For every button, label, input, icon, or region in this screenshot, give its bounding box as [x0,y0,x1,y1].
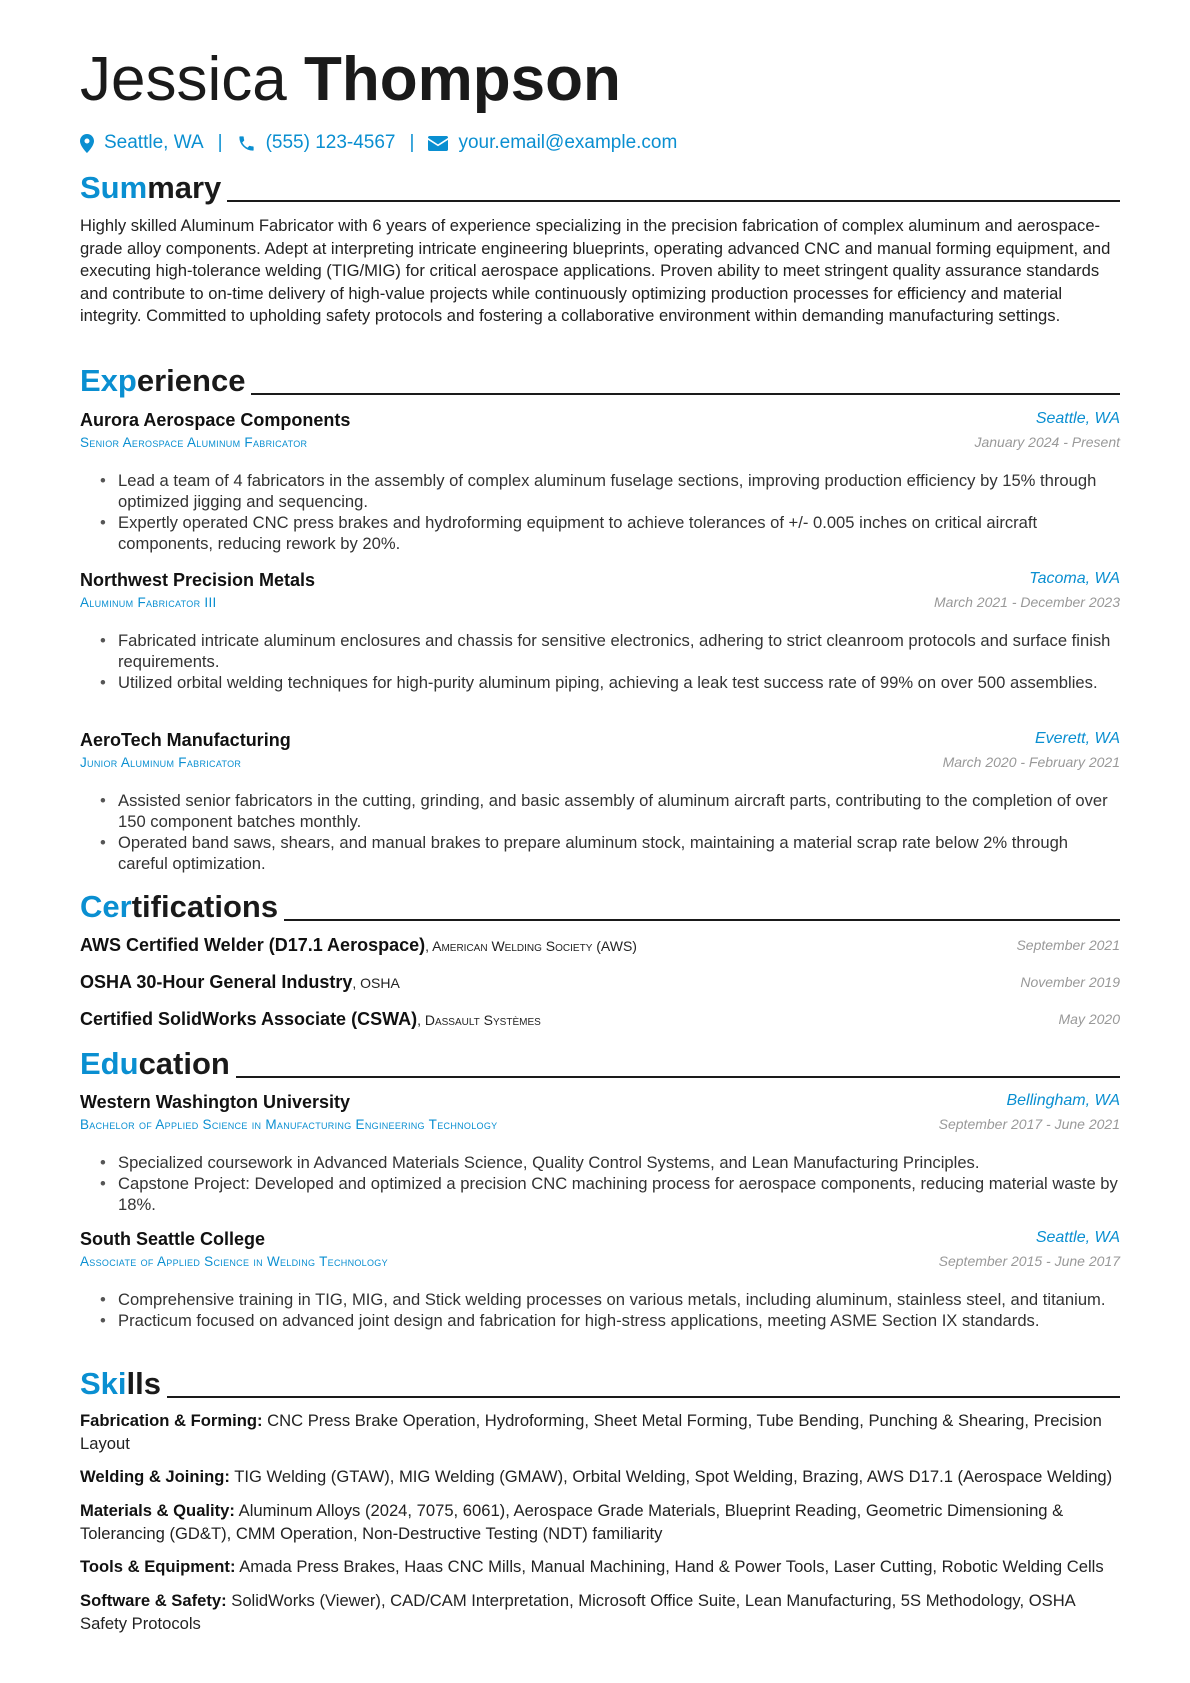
map-pin-icon [80,134,94,153]
certification-issuer: OSHA [360,975,400,991]
skill-row [80,1555,1120,1578]
skill-list: Aluminum Alloys (2024, 7075, 6061), Aerospace Grade Materials, Blueprint Reading, Geometric Dimensioning & Tolerancing (GD&T), CMM Operation, Non-Destructive Testing (NDT) familiarity [80,1501,1064,1543]
certification-1: AWS Certified Welder (D17.1 Aerospace), American Welding Society (AWS) September 2021 [80,935,1120,955]
education-bullets-2 [100,1289,1120,1331]
skill-row [80,1409,1120,1455]
school-name: Western Washington University [80,1092,351,1112]
summary-heading: Summary [80,170,1120,206]
experience-bullets-1 [100,470,1120,554]
certification-name: OSHA 30-Hour General Industry [80,972,353,992]
degree: Associate of Applied Science in Welding Technology [80,1254,388,1269]
contact-separator: | [217,132,223,153]
section-rule [167,1396,1120,1398]
company-name: Northwest Precision Metals [80,570,316,590]
certification-date: May 2020 [1058,1011,1120,1027]
bullet-item: • Assisted senior fabricators in the cutting, grinding, and basic assembly of aluminum aircraft parts, contributing to the completion of over 150 component batches monthly. [100,790,1120,832]
section-rule [251,393,1120,395]
skill-list: TIG Welding (GTAW), MIG Welding (GMAW), Orbital Welding, Spot Welding, Brazing, AWS D17.1 (Aerospace Welding) [234,1467,1113,1486]
job-location: Seattle, WA [1035,410,1120,427]
skill-list: SolidWorks (Viewer), CAD/CAM Interpretation, Microsoft Office Suite, Lean Manufacturing, 5S Methodology, OSHA Safety Protocols [80,1591,1075,1633]
degree: Bachelor of Applied Science in Manufacturing Engineering Technology [80,1117,498,1132]
certification-3: Certified SolidWorks Associate (CSWA), Dassault Systèmes May 2020 [80,1009,1120,1029]
education-entry-2 [80,1229,1120,1275]
certification-name: AWS Certified Welder (D17.1 Aerospace) [80,935,426,955]
bullet-item: • Lead a team of 4 fabricators in the assembly of complex aluminum fuselage sections, improving production efficiency by 15% through optimized jigging and sequencing. [100,470,1120,512]
contact-line [80,132,677,154]
skill-row [80,1589,1120,1635]
skill-row [80,1499,1120,1545]
bullet-item: • Operated band saws, shears, and manual brakes to prepare aluminum stock, maintaining a material scrap rate below 2% through careful optimization. [100,832,1120,874]
location-text: Seattle, WA [104,132,204,153]
bullet-item: • Utilized orbital welding techniques for high-purity aluminum piping, achieving a leak test success rate of 99% on over 500 assemblies. [100,672,1120,693]
skill-category: Materials & Quality: [80,1501,235,1520]
certification-name: Certified SolidWorks Associate (CSWA) [80,1009,418,1029]
email-text: your.email@example.com [458,132,678,153]
section-rule [236,1076,1120,1078]
bullet-item: • Comprehensive training in TIG, MIG, and Stick welding processes on various metals, including aluminum, stainless steel, and titanium. [100,1289,1120,1310]
bullet-item: • Specialized coursework in Advanced Materials Science, Quality Control Systems, and Lean Manufacturing Principles. [100,1152,1120,1173]
job-title: Aluminum Fabricator III [80,595,217,610]
skill-list: Amada Press Brakes, Haas CNC Mills, Manual Machining, Hand & Power Tools, Laser Cutting, Robotic Welding Cells [239,1557,1104,1576]
phone-text: (555) 123-4567 [265,132,396,153]
skill-category: Welding & Joining: [80,1467,230,1486]
school-location: Seattle, WA [1035,1229,1120,1246]
section-rule [227,200,1120,202]
section-rule [284,919,1120,921]
experience-heading: Experience [80,363,1120,399]
job-title: Junior Aluminum Fabricator [80,755,242,770]
education-heading: Education [80,1046,1120,1082]
bullet-item: • Fabricated intricate aluminum enclosures and chassis for sensitive electronics, adhering to strict cleanroom protocols and surface finish requirements. [100,630,1120,672]
phone-icon [237,134,256,153]
experience-bullets-3 [100,790,1120,874]
school-dates: September 2017 - June 2021 [938,1116,1120,1132]
skill-category: Software & Safety: [80,1591,227,1610]
job-location: Everett, WA [1034,730,1120,747]
contact-location [80,132,204,154]
contact-phone[interactable] [237,132,396,154]
job-dates: March 2020 - February 2021 [942,754,1120,770]
certification-date: November 2019 [1020,974,1120,990]
bullet-item: • Practicum focused on advanced joint design and fabrication for high-stress applications, meeting ASME Section IX standards. [100,1310,1120,1331]
bullet-item: • Expertly operated CNC press brakes and hydroforming equipment to achieve tolerances of +/- 0.005 inches on critical aircraft components, reducing rework by 20%. [100,512,1120,554]
experience-entry-2 [80,570,1120,616]
skills-heading: Skills [80,1366,1120,1402]
education-bullets-1 [100,1152,1120,1215]
school-dates: September 2015 - June 2017 [938,1253,1120,1269]
job-dates: January 2024 - Present [974,434,1120,450]
certification-issuer: American Welding Society (AWS) [432,938,637,954]
summary-text: Highly skilled Aluminum Fabricator with 6 years of experience specializing in the precision fabrication of complex aluminum and aerospace-grade alloy components. Adept at interpreting intricate engineering blueprints, operating advanced CNC and manual forming equipment, and executing high-tolerance welding (TIG/MIG) for critical aerospace applications. Proven ability to meet stringent quality assurance standards and contribute to on-time delivery of high-value projects while continuously optimizing production processes for efficiency and material integrity. Committed to upholding safety protocols and fostering a collaborative environment within demanding manufacturing settings. [80,216,1111,326]
last-name: Thompson [303,45,621,114]
skill-category: Fabrication & Forming: [80,1411,263,1430]
job-dates: March 2021 - December 2023 [934,594,1120,610]
experience-entry-1 [80,410,1120,456]
company-name: AeroTech Manufacturing [80,730,291,750]
candidate-name [80,40,621,120]
envelope-icon [428,136,448,151]
school-name: South Seattle College [80,1229,266,1249]
company-name: Aurora Aerospace Components [80,410,351,430]
experience-bullets-2 [100,630,1120,693]
school-location: Bellingham, WA [1006,1092,1120,1109]
certification-date: September 2021 [1016,937,1120,953]
education-entry-1 [80,1092,1120,1138]
skill-list: CNC Press Brake Operation, Hydroforming, Sheet Metal Forming, Tube Bending, Punching & Shearing, Precision Layout [80,1411,1102,1453]
certification-issuer: Dassault Systèmes [424,1012,541,1028]
bullet-item: • Capstone Project: Developed and optimized a precision CNC machining process for aerospace components, reducing material waste by 18%. [100,1173,1120,1215]
job-location: Tacoma, WA [1029,570,1120,587]
job-title: Senior Aerospace Aluminum Fabricator [80,435,308,450]
contact-email[interactable] [428,132,677,154]
contact-separator: | [409,132,415,153]
skill-category: Tools & Equipment: [80,1557,236,1576]
first-name: Jessica [80,45,287,114]
certifications-heading: Certifications [80,889,1120,925]
certification-2: OSHA 30-Hour General Industry, OSHA November 2019 [80,972,1120,992]
skill-row [80,1465,1120,1488]
experience-entry-3 [80,730,1120,776]
